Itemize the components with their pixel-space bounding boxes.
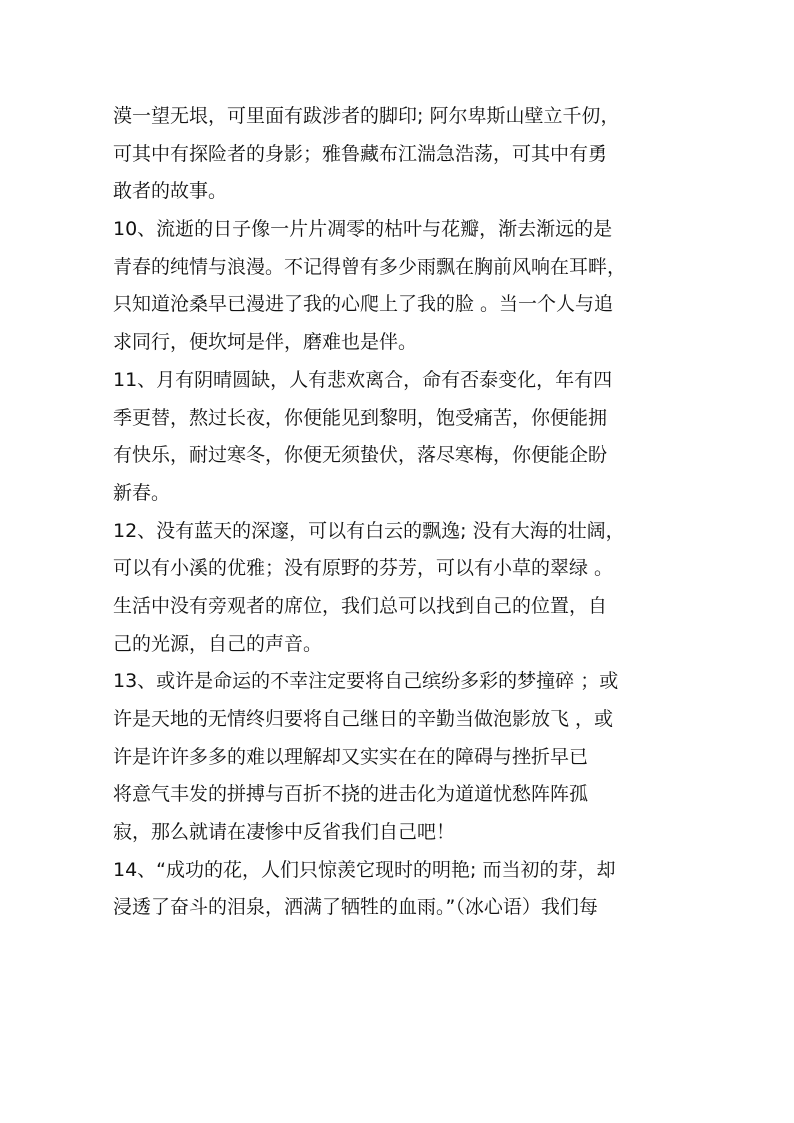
text-line: 只知道沧桑早已漫进了我的心爬上了我的脸 。当一个人与追	[113, 293, 614, 316]
paragraph-continuation	[113, 98, 673, 211]
text-line: 生活中没有旁观者的席位，我们总可以找到自己的位置，自	[113, 594, 608, 617]
text-line: 可其中有探险者的身影；雅鲁藏布江湍急浩荡，可其中有勇	[113, 142, 608, 165]
text-line: 有快乐，耐过寒冬，你便无须蛰伏，落尽寒梅，你便能企盼	[113, 444, 608, 467]
text-line: 新春。	[113, 481, 171, 504]
paragraph-11	[113, 362, 673, 513]
text-line: 可以有小溪的优雅；没有原野的芬芳，可以有小草的翠绿 。	[113, 557, 614, 580]
text-line: 己的光源，自己的声音。	[113, 632, 323, 655]
text-line: 敢者的故事。	[113, 180, 228, 203]
text-line: 11、月有阴晴圆缺，人有悲欢离合，命有否泰变化，年有四	[113, 368, 613, 391]
text-line: 13、或许是命运的不幸注定要将自己缤纷多彩的梦撞碎 ；或	[113, 670, 619, 693]
text-line: 12、没有蓝天的深邃，可以有白云的飘逸; 没有大海的壮阔，	[113, 519, 625, 542]
text-line: 14、“成功的花，人们只惊羡它现时的明艳; 而当初的芽，却	[113, 858, 616, 881]
text-line: 10、流逝的日子像一片片凋零的枯叶与花瓣，渐去渐远的是	[113, 218, 613, 241]
text-line: 许是天地的无情终归要将自己继日的辛勤当做泡影放飞 ，或	[113, 708, 614, 730]
document-body	[113, 98, 673, 927]
paragraph-10	[113, 211, 673, 362]
text-line: 许是许许多多的难以理解却又实实在在的障碍与挫折早已	[113, 745, 589, 768]
paragraph-12	[113, 513, 673, 664]
paragraph-14	[113, 852, 673, 927]
text-line: 浸透了奋斗的泪泉，洒满了牺牲的血雨。”（冰心语）我们每	[113, 896, 598, 919]
text-line: 漠一望无垠，可里面有跋涉者的脚印; 阿尔卑斯山壁立千仞，	[113, 105, 620, 127]
text-line: 寂，那么就请在凄惨中反省我们自己吧！	[113, 821, 456, 844]
text-line: 季更替，熬过长夜，你便能见到黎明，饱受痛苦，你便能拥	[113, 406, 608, 429]
paragraph-13	[113, 663, 673, 851]
text-line: 将意气丰发的拼搏与百折不挠的进击化为道道忧愁阵阵孤	[113, 783, 589, 806]
text-line: 青春的纯情与浪漫。不记得曾有多少雨飘在胸前风响在耳畔，	[113, 255, 627, 278]
text-line: 求同行，便坎坷是伴，磨难也是伴。	[113, 331, 418, 354]
